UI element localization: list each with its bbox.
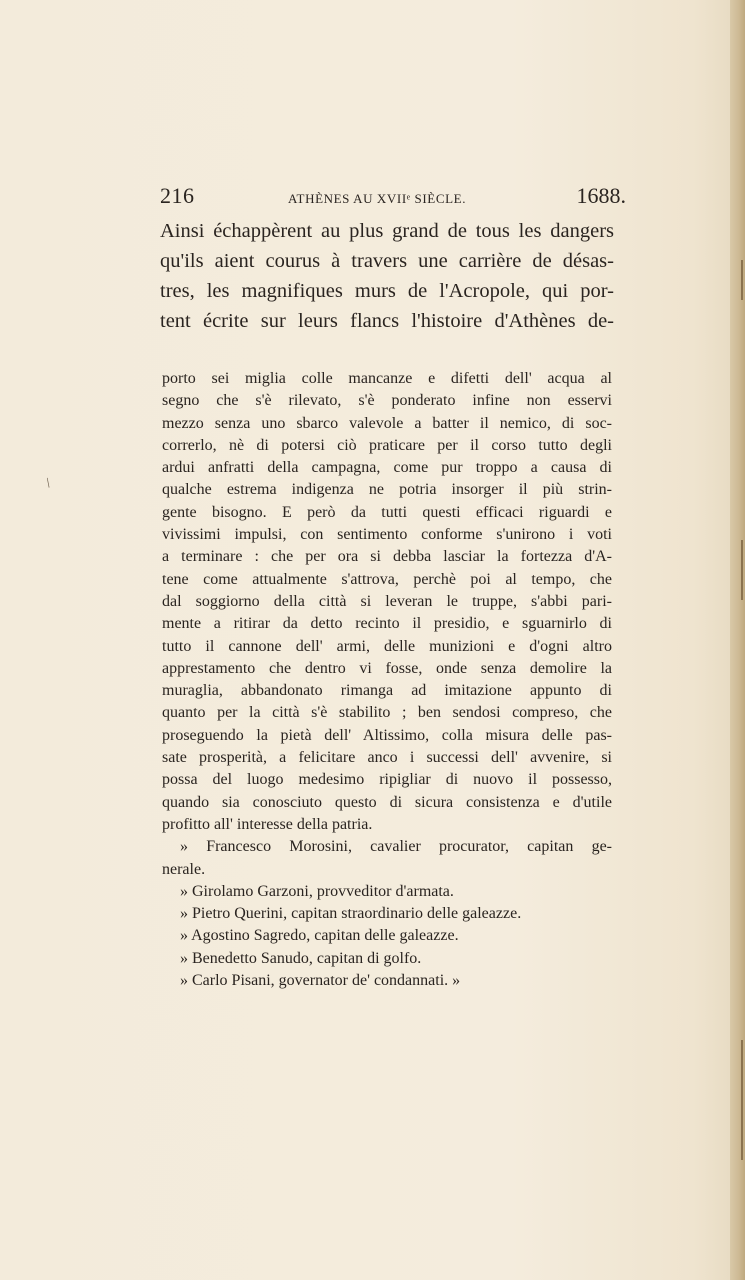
- quote-line: porto sei miglia colle mancanze e difetti dell' acqua al: [162, 370, 612, 387]
- ink-mark-icon: /: [43, 476, 55, 492]
- quote-line: tutto il cannone dell' armi, delle munizioni e d'ogni altro: [162, 637, 612, 655]
- main-paragraph: [160, 216, 614, 336]
- edge-shadow-mark: [741, 260, 743, 300]
- quote-line: proseguendo la pietà dell' Altissimo, colla misura delle pas-: [162, 726, 612, 744]
- quote-line: vivissimi impulsi, con sentimento conforme s'unirono i voti: [162, 526, 612, 544]
- quote-line: apprestamento che dentro vi fosse, onde senza demolire la: [162, 659, 612, 677]
- page-edge: [730, 0, 745, 1280]
- quote-line: ardui anfratti della campagna, come pur troppo a causa di: [162, 459, 612, 477]
- quote-line: mente a ritirar da detto recinto il presidio, e sguarnirlo di: [162, 615, 612, 633]
- signature-pisani: » Carlo Pisani, governator de' condannati. »: [180, 972, 461, 990]
- quote-line: mezzo senza uno sbarco valevole a batter il nemico, di soc-: [162, 414, 612, 432]
- quote-line: a terminare : che per ora si debba lasciar la fortezza d'A-: [162, 548, 612, 566]
- quote-line: qualche estrema indigenza ne potria insorger il più strin-: [162, 481, 612, 499]
- quote-line: segno che s'è rilevato, s'è ponderato infine non esservi: [162, 392, 612, 410]
- quote-line: tene come attualmente s'attrova, perchè poi al tempo, che: [162, 570, 612, 588]
- quote-line: muraglia, abbandonato rimanga ad imitazione appunto di: [162, 682, 612, 700]
- running-year: 1688.: [576, 183, 626, 208]
- quoted-document: [162, 368, 612, 992]
- signature-garzoni: » Girolamo Garzoni, provveditor d'armata.: [180, 882, 454, 900]
- running-title: ATHÈNES AU XVIIᵉ SIÈCLE.: [288, 191, 467, 206]
- quote-line: possa del luogo medesimo ripigliar di nuovo il possesso,: [162, 771, 612, 789]
- running-head: [160, 183, 626, 213]
- edge-shadow-mark: [741, 540, 743, 600]
- quote-line: profitto all' interesse della patria.: [162, 815, 373, 833]
- signature-querini: » Pietro Querini, capitan straordinario delle galeazze.: [180, 905, 522, 923]
- signature-morosini-continued: nerale.: [162, 860, 206, 878]
- quote-line: correrlo, nè di potersi ciò praticare per il corso tutto degli: [162, 436, 612, 454]
- quote-line: sate prosperità, a felicitare anco i successi dell' avvenire, si: [162, 749, 612, 767]
- body-line: Ainsi échappèrent au plus grand de tous les dangers: [160, 220, 614, 242]
- body-line: tres, les magnifiques murs de l'Acropole, qui por-: [160, 280, 614, 302]
- signature-sanudo: » Benedetto Sanudo, capitan di golfo.: [180, 949, 422, 967]
- quote-line: quando sia conosciuto questo di sicura consistenza e d'utile: [162, 793, 612, 811]
- signature-morosini: » Francesco Morosini, cavalier procurator, capitan ge-: [180, 838, 612, 856]
- signature-sagredo: » Agostino Sagredo, capitan delle galeazze.: [180, 927, 459, 945]
- page-number: 216: [160, 183, 195, 208]
- quote-line: dal soggiorno della città si leveran le truppe, s'abbi pari-: [162, 592, 612, 610]
- quote-line: gente bisogno. E però da tutti questi efficaci riguardi e: [162, 503, 612, 521]
- body-line: tent écrite sur leurs flancs l'histoire d'Athènes de-: [160, 310, 614, 332]
- body-line: qu'ils aient courus à travers une carrière de désas-: [160, 250, 614, 272]
- quote-line: quanto per la città s'è stabilito ; ben sendosi compreso, che: [162, 704, 612, 722]
- edge-shadow-mark: [741, 1040, 743, 1160]
